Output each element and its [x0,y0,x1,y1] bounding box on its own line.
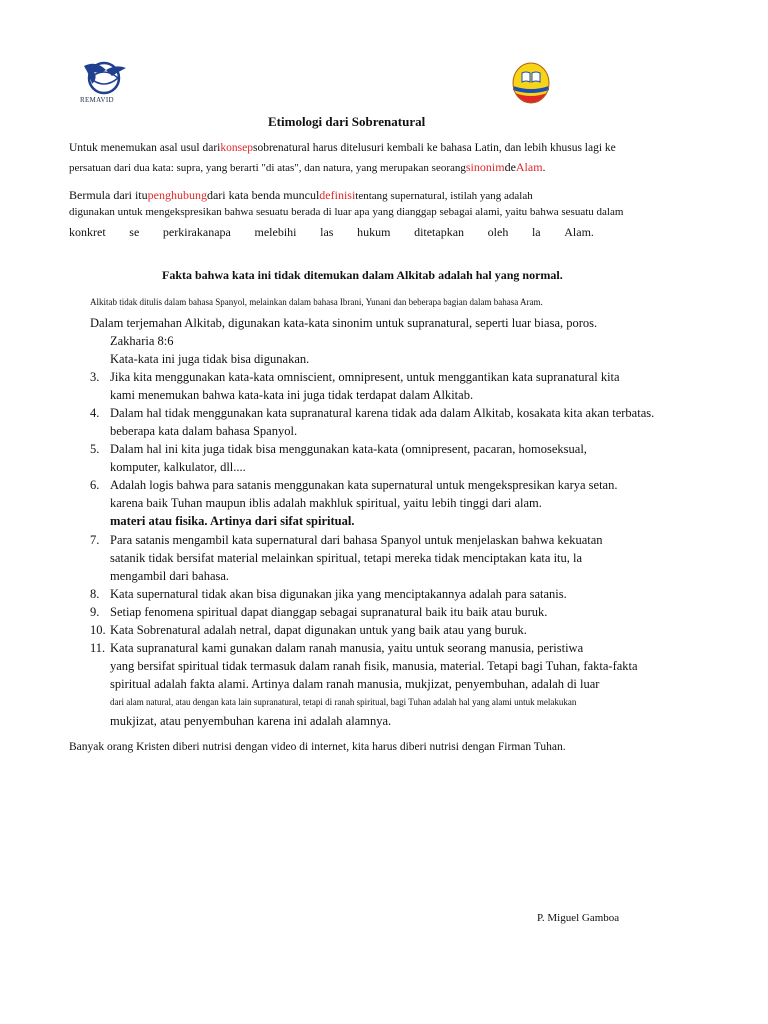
para2-line-3: konkret se perkirakanapa melebihi las hukum ditetapkan oleh la Alam. [69,225,594,239]
list-item-7-cont: satanik tidak bersifat material melainkan spiritual, tetapi mereka tidak menciptakan kata itu, la [110,551,583,565]
list-item-6: 6. Adalah logis bahwa para satanis menggunakan kata supernatural untuk mengekspresikan karya setan. [90,478,618,492]
list-item-11-small: dari alam natural, atau dengan kata lain supranatural, tetapi di ranah spiritual, bagi Tuhan adalah hal yang alami untuk melakukan [110,697,577,707]
list-item-5-cont: komputer, kalkulator, dll.... [110,460,246,474]
section-heading: Fakta bahwa kata ini tidak ditemukan dalam Alkitab adalah hal yang normal. [162,268,563,282]
logo-caption: REMAVID [80,96,114,104]
closing-paragraph: Banyak orang Kristen diberi nutrisi dengan video di internet, kita harus diberi nutrisi dengan Firman Tuhan. [69,741,566,753]
list-item-1: Dalam terjemahan Alkitab, digunakan kata-kata sinonim untuk supranatural, seperti luar biasa, poros. [90,316,598,330]
list-intro: Alkitab tidak ditulis dalam bahasa Spanyol, melainkan dalam bahasa Ibrani, Yunani dan beberapa bagian dalam bahasa Aram. [90,297,543,307]
author-signature: P. Miguel Gamboa [537,912,620,924]
list-item-6-cont: karena baik Tuhan maupun iblis adalah makhluk spiritual, yaitu lebih tinggi dari alam. [110,496,542,510]
list-item-11: 11. Kata supranatural kami gunakan dalam ranah manusia, yaitu untuk seorang manusia, peristiwa [90,641,584,655]
list-item-6-bold: materi atau fisika. Artinya dari sifat spiritual. [110,514,355,528]
list-item-2: Kata-kata ini juga tidak bisa digunakan. [110,352,310,366]
list-item-4-cont: beberapa kata dalam bahasa Spanyol. [110,424,298,438]
list-item-10: 10. Kata Sobrenatural adalah netral, dapat digunakan untuk yang baik atau yang buruk. [90,623,527,637]
list-item-3-cont: kami menemukan bahwa kata-kata ini juga tidak terdapat dalam Alkitab. [110,388,474,402]
list-item-11-cont-3: mukjizat, atau penyembuhan karena ini adalah alamnya. [110,714,392,728]
list-item-3: 3. Jika kita menggunakan kata-kata omniscient, omnipresent, untuk menggantikan kata supranatural kita [90,370,620,384]
list-item-7: 7. Para satanis mengambil kata supernatural dari bahasa Spanyol untuk menjelaskan bahwa kekuatan [90,533,603,547]
intro-line-1: Untuk menemukan asal usul darikonsepsobrenatural harus ditelusuri kembali ke bahasa Latin, dan lebih khusus lagi ke [69,142,616,154]
list-item-11-cont-2: spiritual adalah fakta alami. Artinya dalam ranah manusia, mukjizat, penyembuhan, adalah di luar [110,677,600,691]
list-item-9: 9. Setiap fenomena spiritual dapat dianggap sebagai supranatural baik itu baik atau buruk. [90,605,548,619]
intro-line-2: persatuan dari dua kata: supra, yang berarti "di atas", dan natura, yang merupakan seorangsinonimdeAlam. [69,160,546,174]
list-item-5: 5. Dalam hal ini kita juga tidak bisa menggunakan kata-kata (omnipresent, pacaran, homoseksual, [90,442,587,456]
list-item-1-ref: Zakharia 8:6 [110,334,174,348]
list-item-8: 8. Kata supernatural tidak akan bisa digunakan jika yang menciptakannya adalah para satanis. [90,587,567,601]
para2-line-2: digunakan untuk mengekspresikan bahwa sesuatu berada di luar apa yang dianggap sebagai alami, yaitu bahwa sesuatu dalam [69,206,624,218]
bible-emblem-icon [512,62,550,104]
list-item-11-cont: yang bersifat spiritual tidak termasuk dalam ranah fisik, manusia, material. Tetapi bagi Tuhan, fakta-fakta [110,659,638,673]
list-item-4: 4. Dalam hal tidak menggunakan kata supranatural karena tidak ada dalam Alkitab, kosakata kita akan terbatas. [90,406,655,420]
document-title: Etimologi dari Sobrenatural [268,114,426,129]
para2-line-1: Bermula dari itupenghubungdari kata benda munculdefinisitentang supernatural, istilah yang adalah [69,188,533,202]
list-item-7-cont-2: mengambil dari bahasa. [110,569,230,583]
